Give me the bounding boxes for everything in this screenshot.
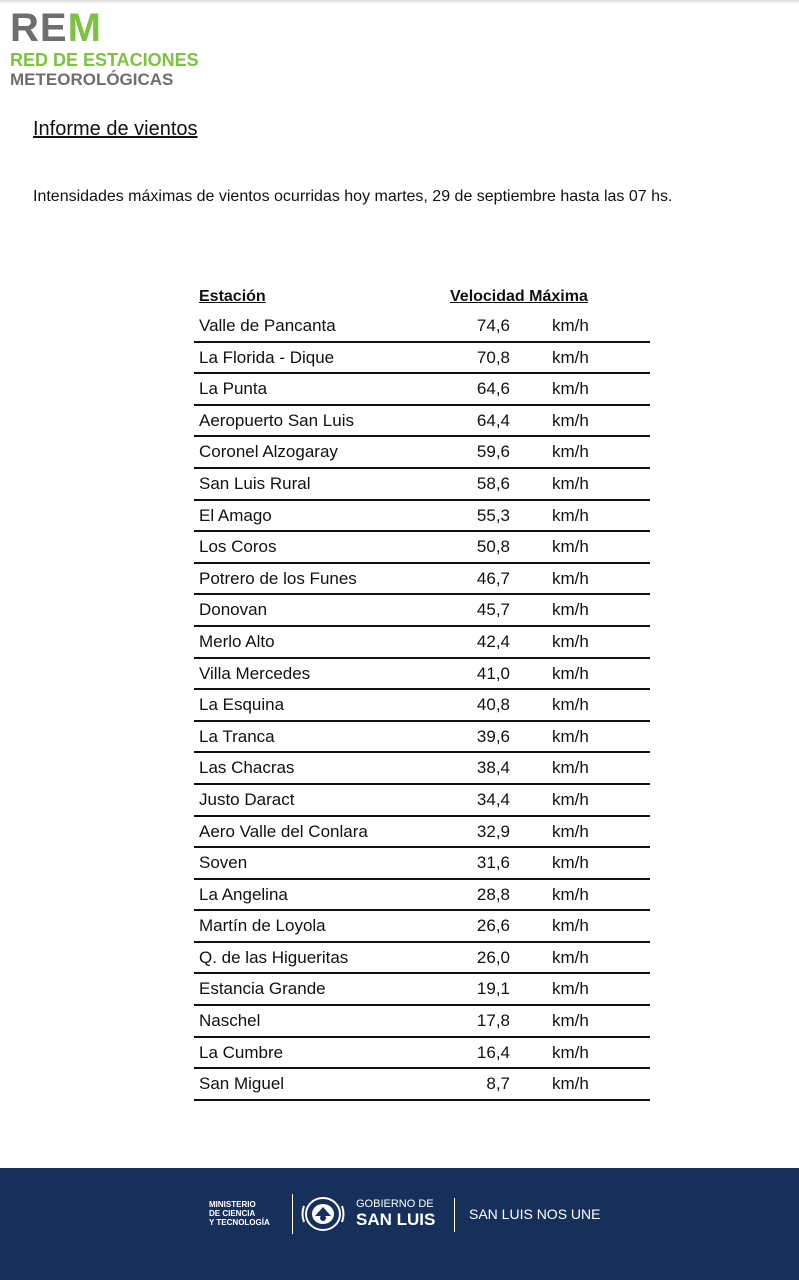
station-name: Merlo Alto [199, 631, 275, 651]
top-shadow-bar [0, 0, 799, 4]
speed-unit: km/h [552, 568, 589, 588]
ministry-line: DE CIENCIA [209, 1209, 256, 1218]
max-speed-value: 46,7 [476, 568, 510, 588]
max-speed-value: 70,8 [476, 347, 510, 367]
table-row [194, 532, 650, 564]
speed-unit: km/h [552, 1042, 589, 1062]
table-row [194, 911, 650, 943]
table-row [194, 627, 650, 659]
station-name: Potrero de los Funes [199, 568, 357, 588]
max-speed-value: 26,0 [476, 947, 510, 967]
station-name: Las Chacras [199, 758, 295, 778]
header-station: Estación [199, 288, 266, 305]
max-speed-value: 64,4 [476, 410, 510, 430]
max-speed-value: 19,1 [476, 979, 510, 999]
max-speed-value: 31,6 [476, 853, 510, 873]
max-speed-value: 40,8 [476, 695, 510, 715]
logo-line-2: METEOROLÓGICAS [10, 70, 174, 89]
station-name: Q. de las Higueritas [199, 947, 349, 967]
speed-unit: km/h [552, 600, 589, 620]
max-speed-value: 16,4 [476, 1042, 510, 1062]
ministry-line: Y TECNOLOGÍA [209, 1218, 270, 1227]
table-row [194, 817, 650, 849]
table-row [194, 343, 650, 375]
max-speed-value: 32,9 [476, 821, 510, 841]
max-speed-value: 34,4 [476, 789, 510, 809]
speed-unit: km/h [552, 537, 589, 557]
rem-logo-mark [10, 8, 199, 48]
speed-unit: km/h [552, 789, 589, 809]
speed-unit: km/h [552, 853, 589, 873]
footer-divider [292, 1194, 293, 1234]
table-row [194, 659, 650, 691]
speed-unit: km/h [552, 979, 589, 999]
table-row [194, 469, 650, 501]
speed-unit: km/h [552, 947, 589, 967]
max-speed-value: 39,6 [476, 726, 510, 746]
station-name: La Esquina [199, 695, 285, 715]
table-body [194, 311, 650, 1101]
station-name: San Miguel [199, 1074, 285, 1094]
table-row [194, 880, 650, 912]
station-name: Valle de Pancanta [199, 316, 336, 335]
table-row [194, 690, 650, 722]
table-row [194, 374, 650, 406]
max-speed-value: 50,8 [476, 537, 510, 557]
station-name: Martín de Loyola [199, 916, 326, 936]
table-row [194, 564, 650, 596]
table-row [194, 595, 650, 627]
station-name: Coronel Alzogaray [199, 442, 338, 462]
station-name: Estancia Grande [199, 979, 326, 999]
speed-unit: km/h [552, 473, 589, 493]
max-speed-value: 28,8 [476, 884, 510, 904]
speed-unit: km/h [552, 410, 589, 430]
speed-unit: km/h [552, 1011, 589, 1031]
table-row [194, 974, 650, 1006]
max-speed-value: 26,6 [476, 916, 510, 936]
header-max-speed: Velocidad Máxima [450, 288, 588, 305]
government-logo-text [356, 1198, 435, 1229]
government-line-2: SAN LUIS [356, 1210, 436, 1229]
station-name: Donovan [199, 600, 268, 620]
max-speed-value: 58,6 [476, 473, 510, 493]
station-name: Villa Mercedes [199, 663, 311, 683]
report-title: Informe de vientos [33, 118, 198, 140]
provincial-seal-icon [301, 1194, 345, 1234]
speed-unit: km/h [552, 316, 589, 335]
station-name: Aeropuerto San Luis [199, 410, 354, 430]
footer-divider [454, 1198, 455, 1232]
speed-unit: km/h [552, 726, 589, 746]
speed-unit: km/h [552, 758, 589, 778]
max-speed-value: 42,4 [476, 631, 510, 651]
footer-bar [0, 1168, 799, 1280]
max-speed-value: 55,3 [476, 505, 510, 525]
table-row [194, 501, 650, 533]
ministry-line: MINISTERIO [209, 1200, 256, 1209]
max-speed-value: 38,4 [476, 758, 510, 778]
speed-unit: km/h [552, 442, 589, 462]
report-intro: Intensidades máximas de vientos ocurridas hoy martes, 29 de septiembre hasta las 07 hs. [33, 188, 673, 205]
max-speed-value: 64,6 [476, 379, 510, 399]
logo-re: RE [10, 6, 68, 50]
station-name: La Tranca [199, 726, 275, 746]
speed-unit: km/h [552, 347, 589, 367]
station-name: Soven [199, 853, 248, 873]
wind-table [194, 283, 650, 1101]
station-name: La Punta [199, 379, 268, 399]
table-row [194, 848, 650, 880]
max-speed-value: 8,7 [486, 1074, 510, 1094]
speed-unit: km/h [552, 916, 589, 936]
station-name: Naschel [199, 1011, 261, 1031]
station-name: Justo Daract [199, 789, 295, 809]
max-speed-value: 74,6 [476, 316, 510, 335]
speed-unit: km/h [552, 505, 589, 525]
logo-line-1: RED DE ESTACIONES [10, 50, 199, 70]
station-name: Los Coros [199, 537, 277, 557]
table-row [194, 785, 650, 817]
table-row [194, 406, 650, 438]
station-name: El Amago [199, 505, 272, 525]
station-name: San Luis Rural [199, 473, 311, 493]
speed-unit: km/h [552, 821, 589, 841]
logo-m: M [67, 6, 102, 50]
table-header [194, 283, 650, 311]
station-name: La Angelina [199, 884, 288, 904]
speed-unit: km/h [552, 884, 589, 904]
table-row [194, 753, 650, 785]
max-speed-value: 59,6 [476, 442, 510, 462]
max-speed-value: 41,0 [476, 663, 510, 683]
max-speed-value: 17,8 [476, 1011, 510, 1031]
table-row [194, 722, 650, 754]
speed-unit: km/h [552, 379, 589, 399]
table-row [194, 1006, 650, 1038]
ministry-label [209, 1200, 270, 1227]
footer-slogan: SAN LUIS NOS UNE [469, 1206, 601, 1222]
table-row [194, 1069, 650, 1101]
max-speed-value: 45,7 [476, 600, 510, 620]
table-row [194, 1038, 650, 1070]
table-row [194, 943, 650, 975]
speed-unit: km/h [552, 663, 589, 683]
table-row [194, 437, 650, 469]
station-name: La Cumbre [199, 1042, 284, 1062]
speed-unit: km/h [552, 1074, 589, 1094]
speed-unit: km/h [552, 695, 589, 715]
government-line-1: GOBIERNO DE [356, 1198, 434, 1210]
station-name: Aero Valle del Conlara [199, 821, 368, 841]
rem-logo [10, 8, 199, 90]
table-row [194, 311, 650, 343]
station-name: La Florida - Dique [199, 347, 335, 367]
speed-unit: km/h [552, 631, 589, 651]
